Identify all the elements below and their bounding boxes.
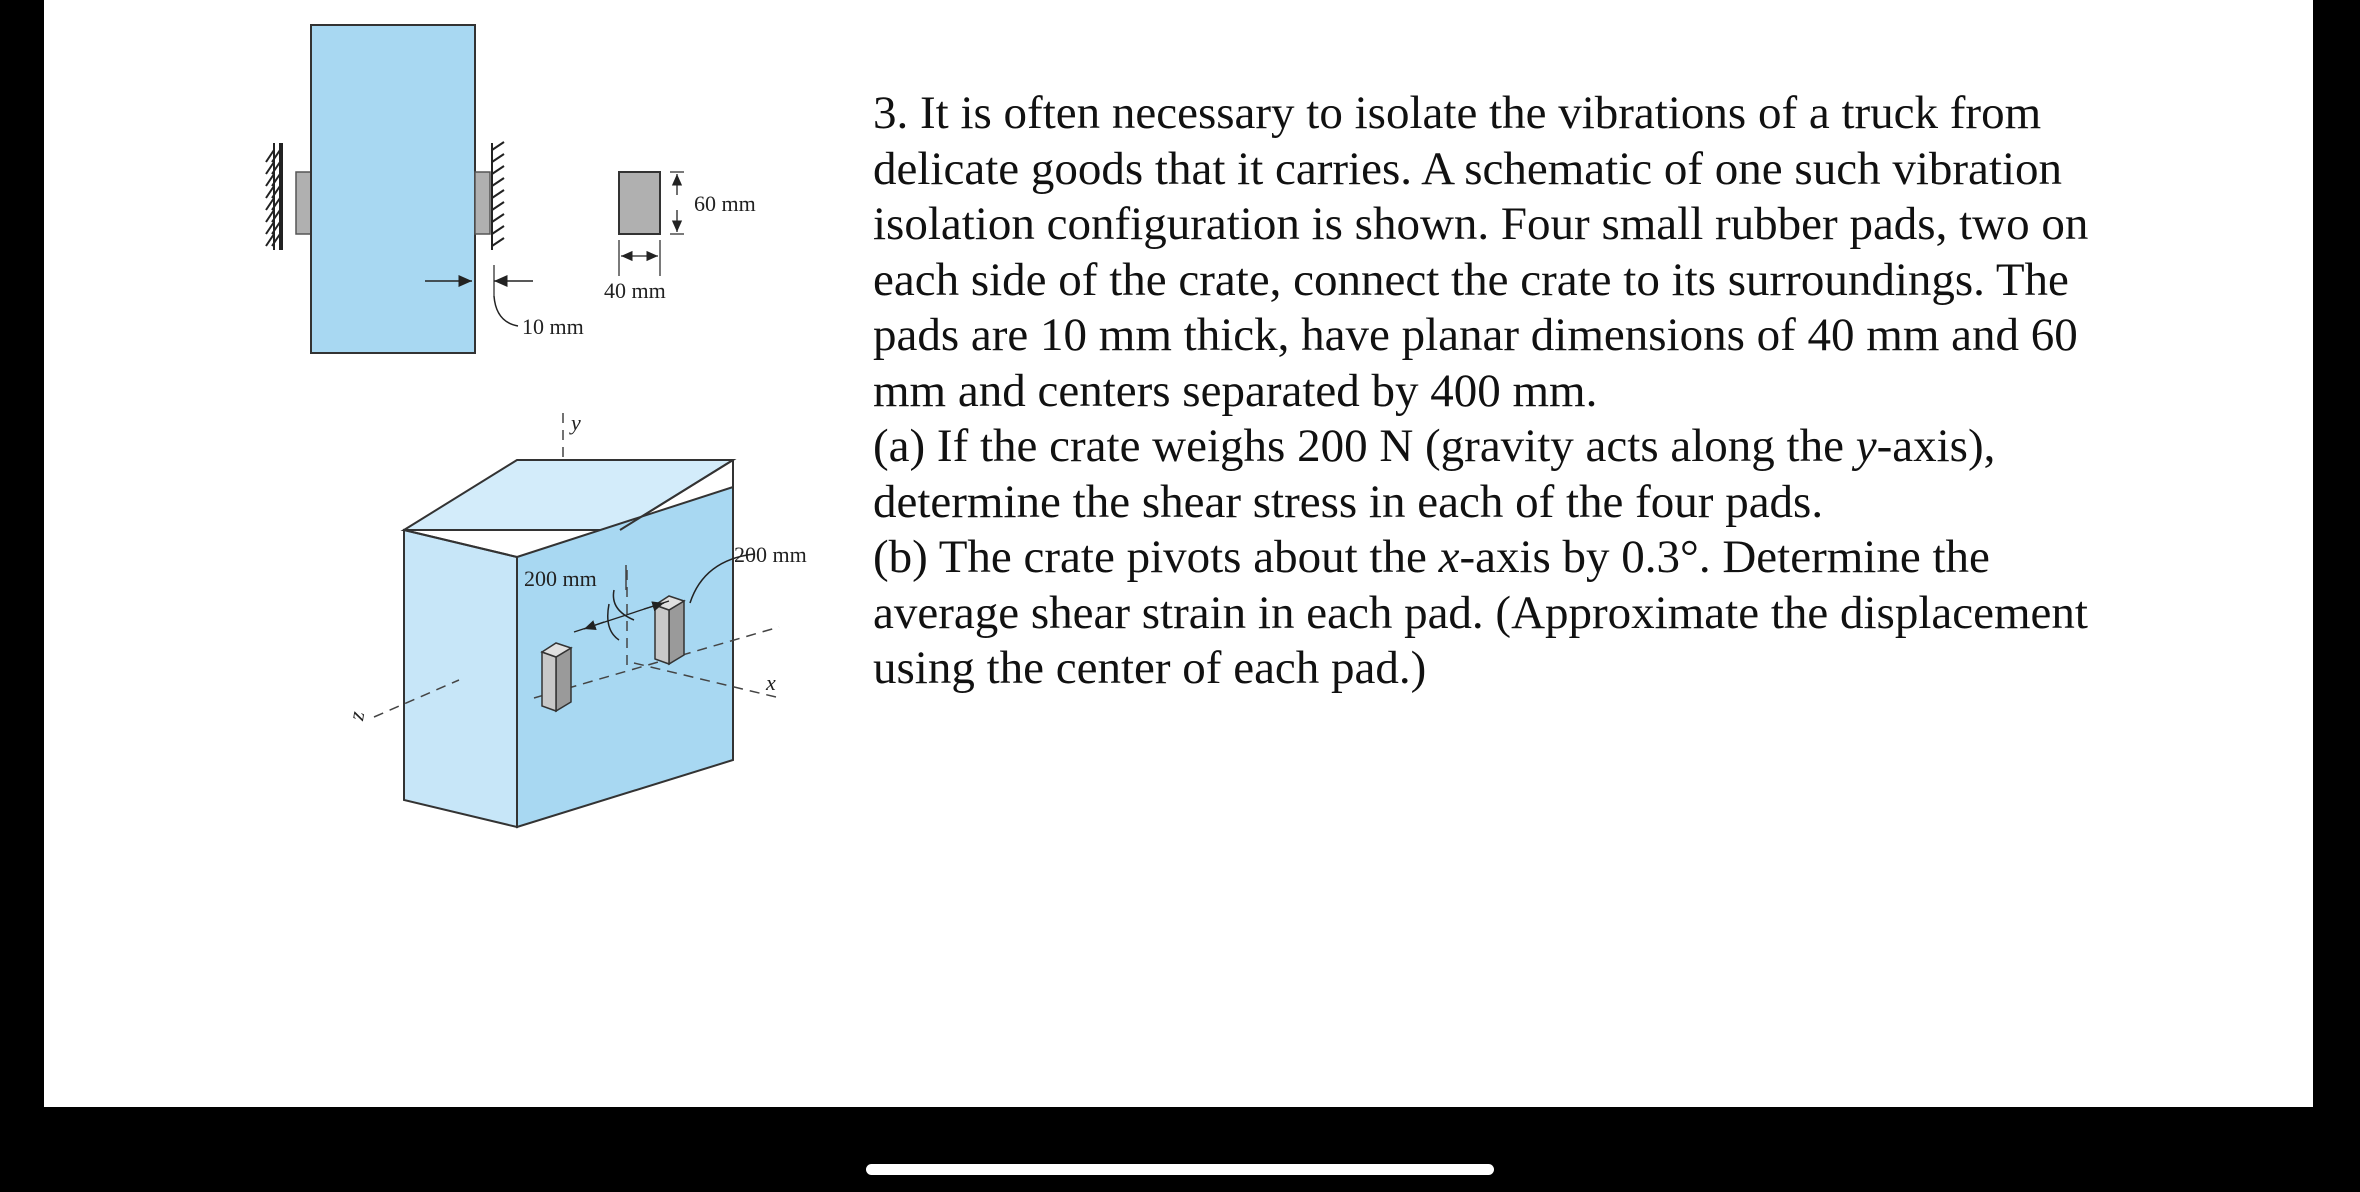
right-pad — [475, 172, 490, 234]
left-pad — [296, 172, 311, 234]
problem-part-a: (a) If the crate weighs 200 N (gravity acts along the y-axis), determine the shear stress in each of the four pads. — [873, 420, 1996, 528]
left-wall-hatch — [266, 143, 282, 250]
dim-40-label: 40 mm — [604, 278, 666, 303]
dim-200-left-label: 200 mm — [524, 566, 597, 591]
crate-schematic-figure — [44, 0, 944, 900]
problem-statement — [873, 86, 2093, 697]
pad-front-3d — [542, 643, 571, 711]
crate-top-view — [311, 25, 475, 353]
dim-200-right-label: 200 mm — [734, 542, 807, 567]
problem-part-b: (b) The crate pivots about the x-axis by 0.3°. Determine the average shear strain in each pad. (Approximate the displacement using the center of each pad.) — [873, 531, 2088, 694]
dim-10-label: 10 mm — [522, 314, 584, 339]
axis-x-label: x — [766, 670, 776, 695]
document-page — [44, 0, 2313, 1107]
dim-60-label: 60 mm — [694, 191, 756, 216]
isometric-crate-diagram — [343, 410, 807, 827]
axis-y-label: y — [571, 410, 581, 435]
axis-z-label: z — [343, 709, 370, 723]
crate-front-face — [404, 530, 517, 827]
top-view-diagram — [266, 25, 756, 353]
right-wall-hatch — [492, 142, 504, 250]
home-indicator-bar[interactable] — [866, 1164, 1494, 1175]
pad-face-view — [619, 172, 660, 234]
pad-rear-3d — [655, 596, 684, 664]
problem-intro: 3. It is often necessary to isolate the vibrations of a truck from delicate goods that it carries. A schematic of one such vibration isolation configuration is shown. Four small rubber pads, two on each side of the crate, connect the crate to its surroundings. The pads are 10 mm thick, have planar dimensions of 40 mm and 60 mm and centers separated by 400 mm. — [873, 87, 2089, 417]
